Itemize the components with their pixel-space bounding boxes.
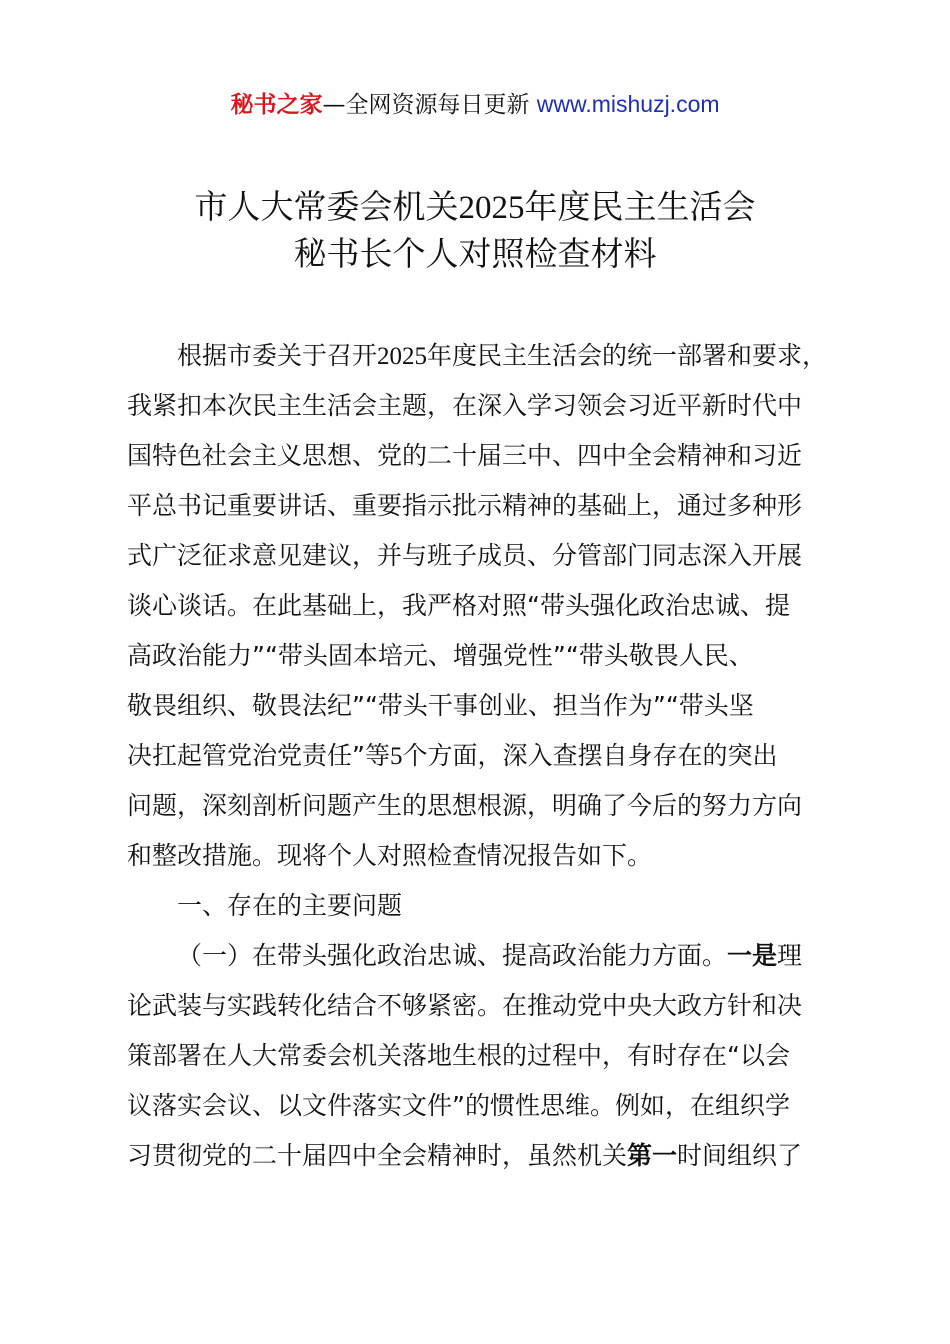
paragraph-line: [127, 1131, 837, 1181]
text-span: 时间组织了: [677, 1141, 803, 1170]
text-span: （一）在带头强化政治忠诚、提高政治能力方面。: [177, 941, 728, 970]
paragraph-line: 问题，深刻剖析问题产生的思想根源，明确了今后的努力方向: [127, 791, 803, 820]
paragraph-line: 平总书记重要讲话、重要指示批示精神的基础上，通过多种形: [127, 491, 803, 520]
paragraph-line: 我紧扣本次民主生活会主题，在深入学习领会习近平新时代中: [127, 391, 803, 420]
document-title: [0, 184, 950, 277]
bold-marker: 一是: [727, 941, 778, 970]
paragraph-line: 和整改措施。现将个人对照检查情况报告如下。: [127, 841, 653, 870]
text-span: 个方面，深入查摆自身存在的突出: [402, 741, 778, 770]
paragraph-line: 谈心谈话。在此基础上，我严格对照“带头强化政治忠诚、提: [127, 591, 790, 620]
paragraph-line: 敬畏组织、敬畏法纪”“带头干事创业、担当作为”“带头坚: [127, 691, 754, 720]
title-line-1-part-b: 年度民主生活会: [524, 187, 756, 226]
title-line-2: 秘书长个人对照检查材料: [293, 234, 657, 273]
text-span: 理: [777, 941, 803, 970]
text-span: 习贯彻党的二十届四中全会精神时，虽然机关: [127, 1141, 628, 1170]
paragraph-line: [127, 731, 837, 781]
site-banner: [0, 88, 950, 121]
paragraph-line: 高政治能力”“带头固本培元、增强党性”“带头敬畏人民、: [127, 641, 754, 670]
paragraph-line: 论武装与实践转化结合不够紧密。在推动党中央大政方针和决: [127, 991, 803, 1020]
title-line-1-part-a: 市人大常委会机关: [194, 187, 459, 226]
banner-tagline: —全网资源每日更新: [322, 92, 537, 118]
banner-url[interactable]: www.mishuzj.com: [536, 91, 720, 117]
paragraph-line: 策部署在人大常委会机关落地生根的过程中，有时存在“以会: [127, 1041, 790, 1070]
paragraph-line: [127, 931, 837, 981]
section-heading: 一、存在的主要问题: [177, 891, 403, 920]
title-line-1: [0, 184, 950, 231]
paragraph-line: 式广泛征求意见建议，并与班子成员、分管部门同志深入开展: [127, 541, 803, 570]
count-number: 5: [389, 743, 403, 770]
year-number: 2025: [377, 343, 428, 370]
document-body: [127, 331, 837, 1181]
text-span: 决扛起管党治党责任”等: [127, 741, 390, 770]
text-span: 根据市委关于召开: [177, 341, 378, 370]
bold-text: 第一: [627, 1141, 678, 1170]
paragraph-line: [127, 331, 837, 381]
title-year: 2025: [458, 190, 525, 226]
paragraph-line: 议落实会议、以文件落实文件”的惯性思维。例如，在组织学: [127, 1091, 790, 1120]
paragraph-line: 国特色社会主义思想、党的二十届三中、四中全会精神和习近: [127, 441, 803, 470]
brand-name: 秘书之家: [230, 92, 323, 118]
text-span: 年度民主生活会的统一部署和要求，: [427, 341, 828, 370]
